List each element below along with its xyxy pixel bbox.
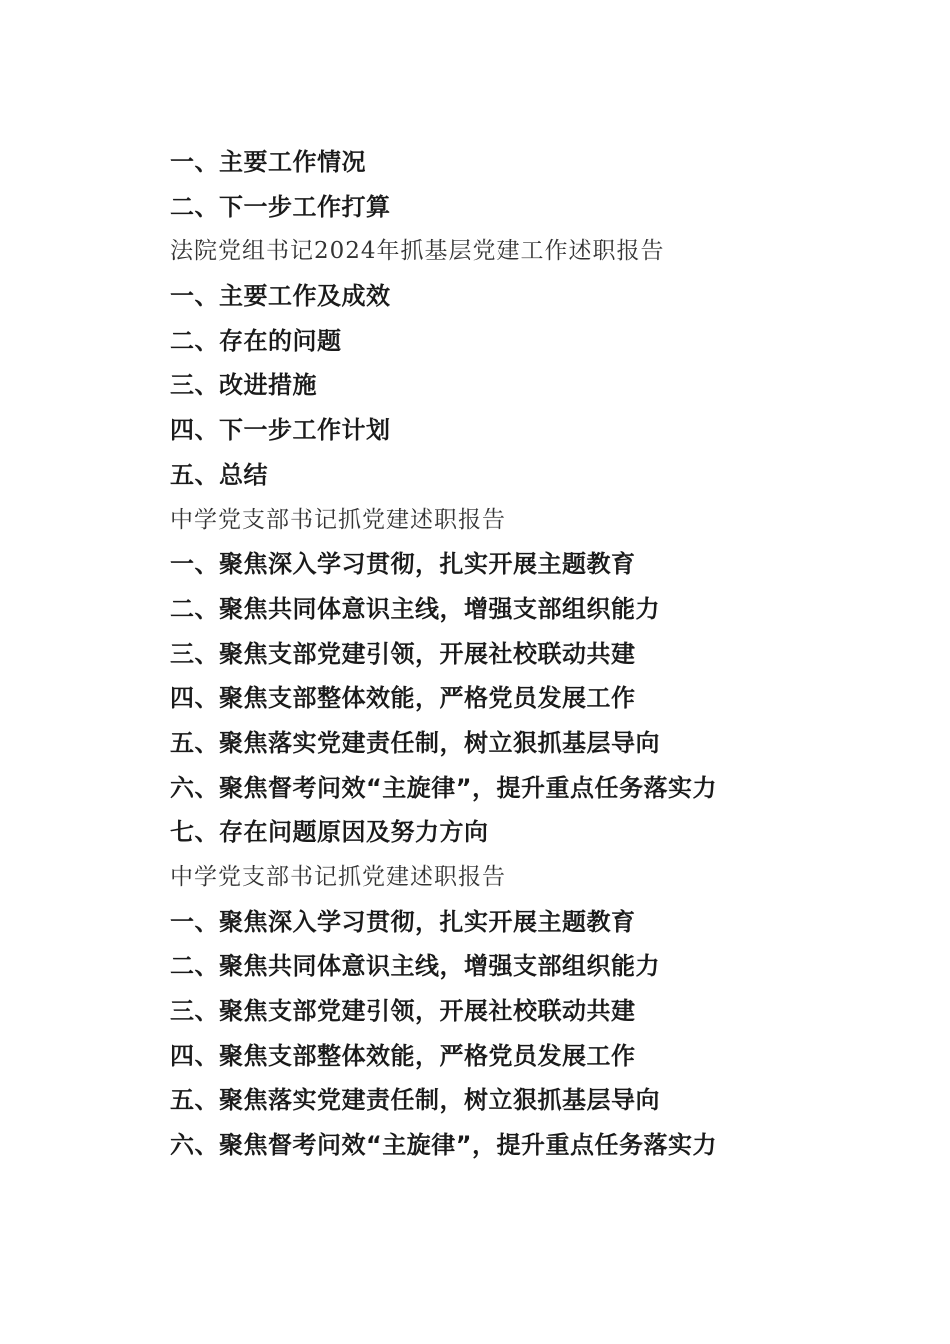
outline-item: 二、下一步工作打算 [170, 192, 391, 221]
outline-item: 三、聚焦支部党建引领，开展社校联动共建 [170, 997, 636, 1026]
report-title: 法院党组书记2024年抓基层党建工作述职报告 [170, 238, 665, 265]
outline-item: 六、聚焦督考问效“主旋律”，提升重点任务落实力 [170, 1131, 718, 1160]
outline-item: 七、存在问题原因及努力方向 [170, 818, 489, 847]
report-title: 中学党支部书记抓党建述职报告 [170, 506, 506, 533]
outline-list [170, 140, 890, 1168]
outline-item: 二、聚焦共同体意识主线，增强支部组织能力 [170, 594, 660, 623]
outline-item: 五、聚焦落实党建责任制，树立狠抓基层导向 [170, 728, 660, 757]
outline-item: 一、主要工作情况 [170, 148, 366, 176]
outline-item: 三、改进措施 [170, 371, 317, 400]
outline-item: 四、聚焦支部整体效能，严格党员发展工作 [170, 684, 636, 713]
outline-item: 一、主要工作及成效 [170, 282, 391, 311]
outline-item: 三、聚焦支部党建引领，开展社校联动共建 [170, 639, 636, 668]
outline-item: 二、存在的问题 [170, 326, 342, 355]
outline-item: 六、聚焦督考问效“主旋律”，提升重点任务落实力 [170, 773, 718, 802]
outline-item: 一、聚焦深入学习贯彻，扎实开展主题教育 [170, 550, 636, 579]
outline-item: 五、总结 [170, 460, 268, 489]
outline-item: 五、聚焦落实党建责任制，树立狠抓基层导向 [170, 1086, 660, 1115]
outline-item: 四、下一步工作计划 [170, 416, 391, 445]
outline-item: 二、聚焦共同体意识主线，增强支部组织能力 [170, 952, 660, 981]
outline-item: 四、聚焦支部整体效能，严格党员发展工作 [170, 1041, 636, 1070]
report-title: 中学党支部书记抓党建述职报告 [170, 864, 506, 890]
outline-item: 一、聚焦深入学习贯彻，扎实开展主题教育 [170, 907, 636, 936]
